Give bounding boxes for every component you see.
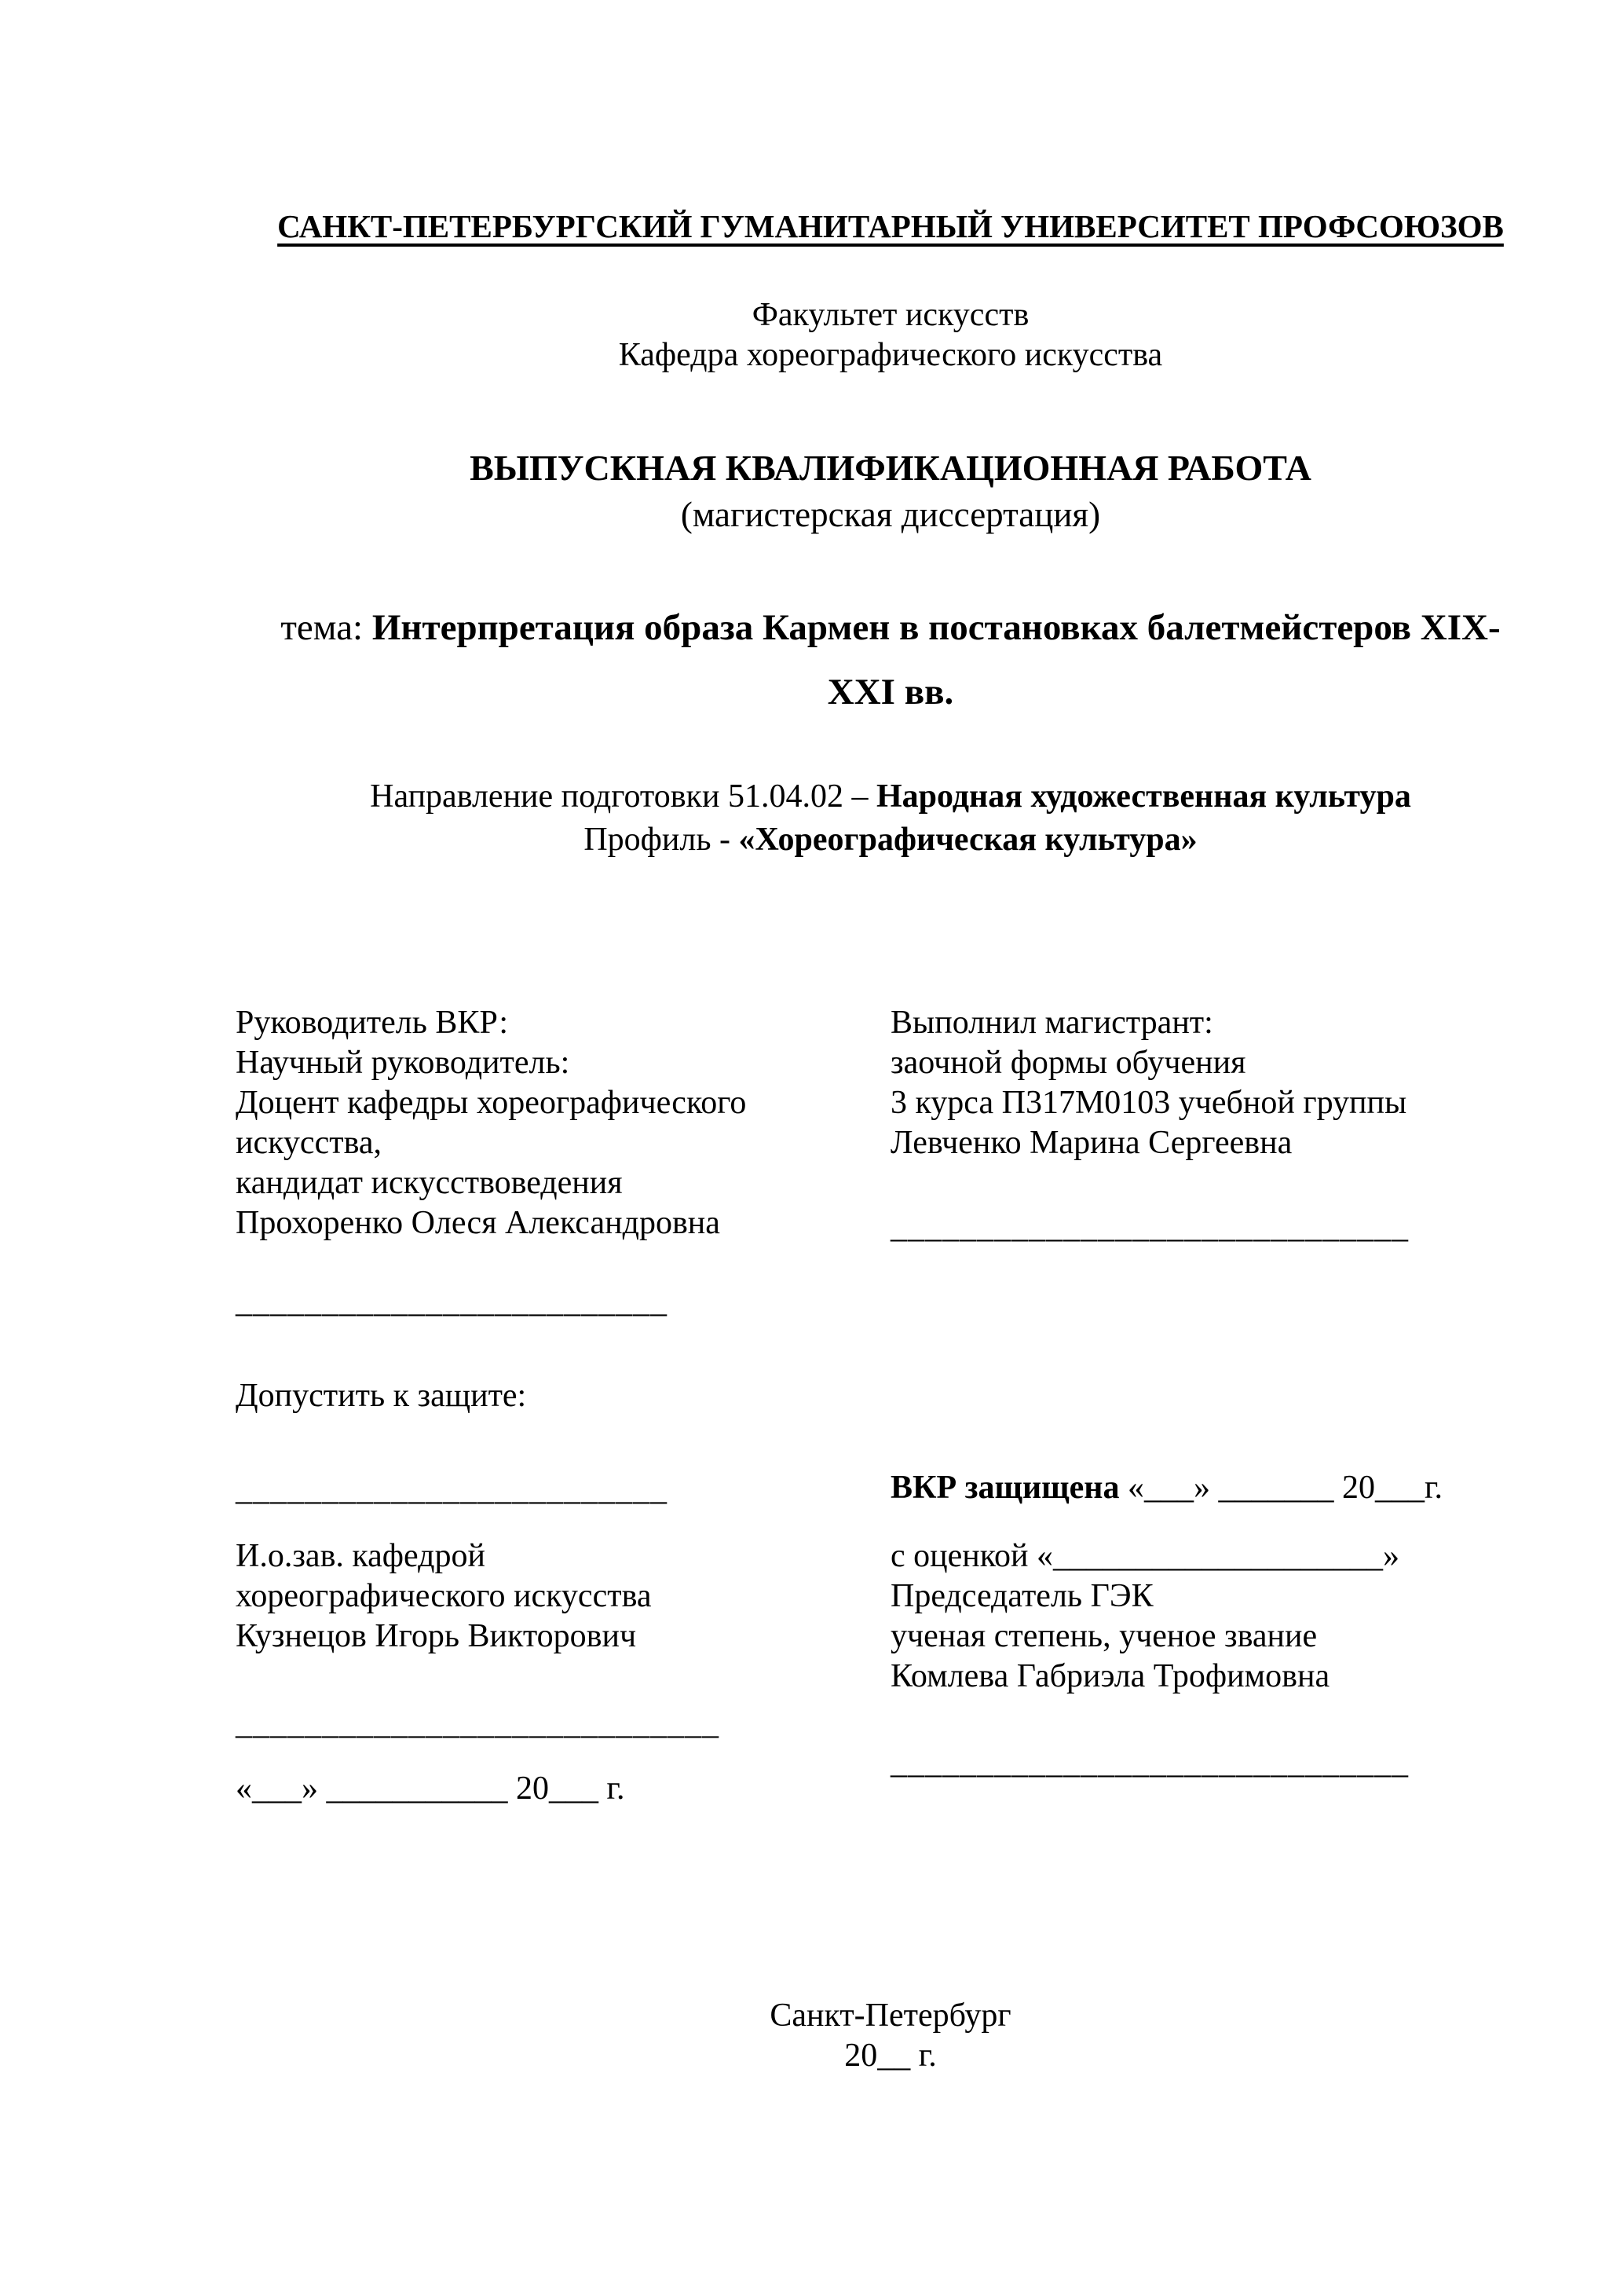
chair-name: Комлева Габриэла Трофимовна <box>891 1658 1330 1694</box>
admit-label: Допустить к защите: <box>236 1378 527 1414</box>
supervisor-block <box>236 1003 865 1243</box>
supervisor-position-2: искусства, <box>236 1125 382 1161</box>
faculty-block <box>236 295 1545 375</box>
work-type: ВЫПУСКНАЯ КВАЛИФИКАЦИОННАЯ РАБОТА <box>470 448 1311 488</box>
head-role-2: хореографического искусства <box>236 1578 652 1614</box>
university-name: САНКТ-ПЕТЕРБУРГСКИЙ ГУМАНИТАРНЫЙ УНИВЕРСИТЕТ ПРОФСОЮЗОВ <box>277 208 1504 244</box>
student-study-form: заочной формы обучения <box>891 1045 1246 1081</box>
supervisor-signature-line: _________________________ <box>236 1283 668 1320</box>
student-name: Левченко Марина Сергеевна <box>891 1125 1293 1161</box>
profile-value: «Хореографическая культура» <box>738 821 1198 858</box>
supervisor-name: Прохоренко Олеся Александровна <box>236 1205 720 1241</box>
student-group: 3 курса П317М0103 учебной группы <box>891 1085 1407 1121</box>
department-name: Кафедра хореографического искусства <box>618 337 1163 373</box>
grade-line: с оценкой «____________________» <box>891 1538 1399 1574</box>
chair-degree: ученая степень, ученое звание <box>891 1618 1318 1654</box>
profile-label: Профиль - <box>583 821 739 858</box>
supervisor-degree: кандидат искусствоведения <box>236 1165 623 1201</box>
theme-line <box>254 595 1527 725</box>
profile-line <box>236 818 1545 862</box>
student-signature-line: ______________________________ <box>891 1209 1409 1245</box>
department-head-block <box>236 1536 865 1657</box>
defended-line <box>891 1468 1545 1508</box>
year-line: 20__ г. <box>844 2038 937 2074</box>
theme-label: тема: <box>280 607 372 648</box>
direction-line <box>236 775 1545 818</box>
defended-label: ВКР защищена <box>891 1470 1120 1506</box>
date-line: «___» ___________ 20___ г. <box>236 1771 625 1807</box>
head-role-1: И.о.зав. кафедрой <box>236 1538 485 1574</box>
supervisor-title: Научный руководитель: <box>236 1045 570 1081</box>
supervisor-position-1: Доцент кафедры хореографического <box>236 1085 747 1121</box>
chair-role: Председатель ГЭК <box>891 1578 1154 1614</box>
work-subtype: (магистерская диссертация) <box>680 495 1101 534</box>
head-name: Кузнецов Игорь Викторович <box>236 1618 637 1654</box>
university-header <box>236 207 1545 247</box>
page-content <box>236 0 1545 2296</box>
city-name: Санкт-Петербург <box>770 1998 1011 2034</box>
committee-block <box>891 1536 1545 1697</box>
defended-blanks: «___» _______ 20___г. <box>1119 1470 1443 1506</box>
theme-title: Интерпретация образа Кармен в постановках балетмейстеров XIX-XXI вв. <box>371 607 1501 713</box>
direction-value: Народная художественная культура <box>876 778 1411 815</box>
faculty-name: Факультет искусств <box>752 297 1030 333</box>
head-signature-line: ____________________________ <box>236 1705 719 1741</box>
direction-label: Направление подготовки 51.04.02 – <box>370 778 876 815</box>
student-role: Выполнил магистрант: <box>891 1005 1213 1041</box>
supervisor-role: Руководитель ВКР: <box>236 1005 509 1041</box>
admit-signature-line: _________________________ <box>236 1471 668 1507</box>
student-block <box>891 1003 1545 1163</box>
chair-signature-line: ______________________________ <box>891 1745 1409 1781</box>
footer-block <box>236 1996 1545 2076</box>
direction-block <box>236 775 1545 861</box>
